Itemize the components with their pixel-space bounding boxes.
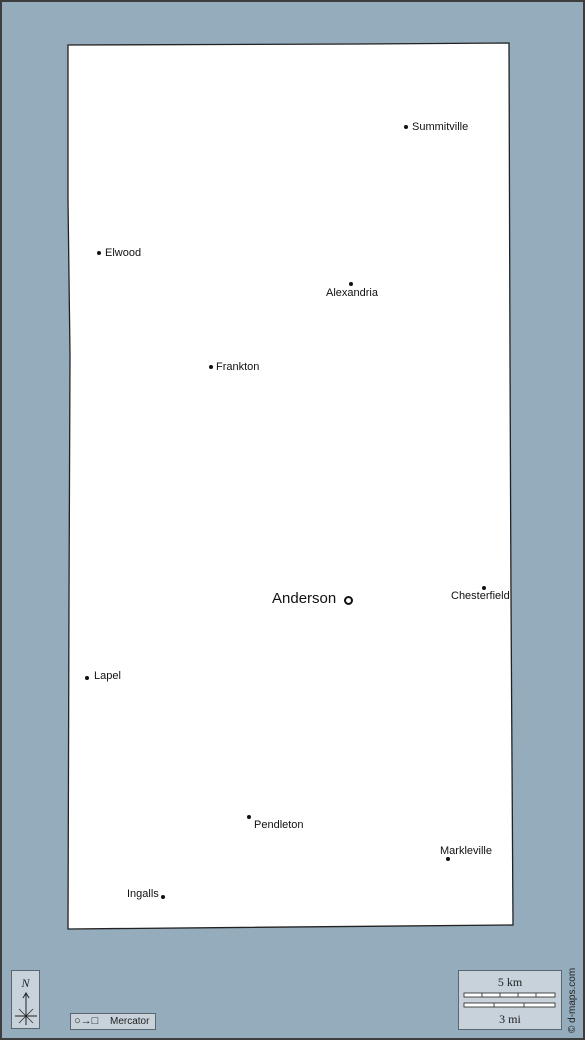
county-outline xyxy=(68,43,513,929)
town-dot-lapel xyxy=(85,676,89,680)
town-label-alexandria: Alexandria xyxy=(326,287,378,299)
scale-bar xyxy=(458,970,562,1030)
town-label-lapel: Lapel xyxy=(94,670,121,682)
town-label-summitville: Summitville xyxy=(412,121,469,133)
town-label-ingalls: Ingalls xyxy=(127,888,159,900)
town-label-frankton: Frankton xyxy=(216,361,260,373)
projection-box xyxy=(70,1013,156,1030)
town-dot-frankton xyxy=(209,365,213,369)
projection-name: Mercator xyxy=(110,1016,150,1027)
projection-icon: ○→□ xyxy=(74,1015,99,1027)
town-label-pendleton: Pendleton xyxy=(254,819,304,831)
town-dot-ingalls xyxy=(161,895,165,899)
town-dot-markleville xyxy=(446,857,450,861)
north-label: N xyxy=(21,976,30,990)
town-dot-alexandria xyxy=(349,282,353,286)
compass-rose-icon xyxy=(12,971,39,1028)
town-dot-elwood xyxy=(97,251,101,255)
town-label-markleville: Markleville xyxy=(440,845,492,857)
town-dot-summitville xyxy=(404,125,408,129)
town-label-elwood: Elwood xyxy=(105,247,142,259)
town-dot-pendleton xyxy=(247,815,251,819)
credit-text: © d-maps.com xyxy=(567,967,578,1033)
town-label-chesterfield: Chesterfield xyxy=(451,590,510,602)
county-seat-marker xyxy=(344,596,353,605)
scale-km-label: 5 km xyxy=(497,975,523,989)
scale-mi-label: 3 mi xyxy=(499,1012,521,1026)
north-arrow-box xyxy=(11,970,40,1029)
county-seat-label: Anderson xyxy=(272,590,337,607)
